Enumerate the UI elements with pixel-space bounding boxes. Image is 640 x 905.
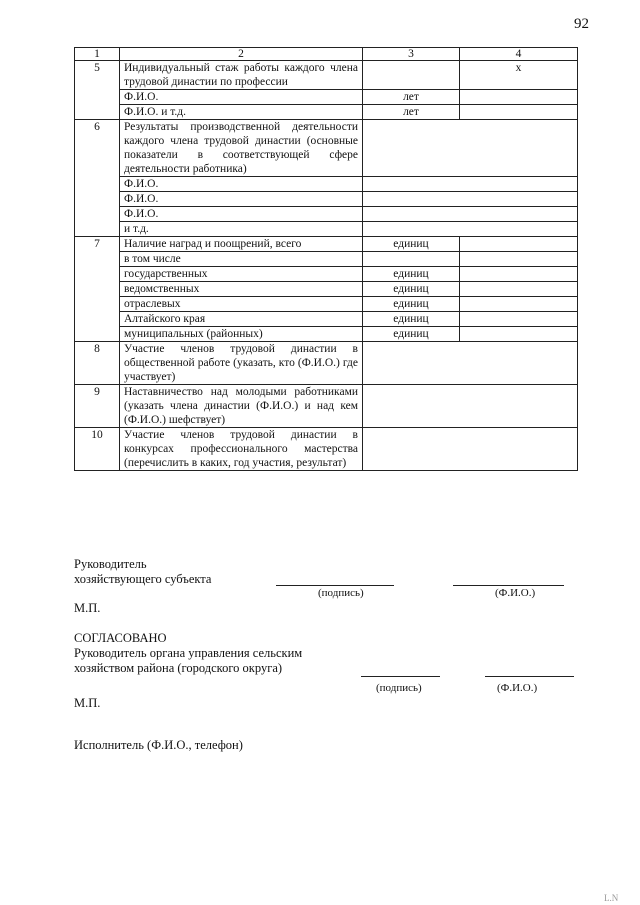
table-row <box>75 327 578 342</box>
table-row <box>75 207 578 222</box>
table-row <box>75 267 578 282</box>
agency-name-caption: (Ф.И.О.) <box>497 682 538 694</box>
agreed-heading: СОГЛАСОВАНО <box>74 631 167 645</box>
section-title: Наставничество над молодыми работниками (указать члена династии (Ф.И.О.) и над кем (Ф.И.О.) шефствует) <box>120 385 363 428</box>
row-label: муниципальных (районных) <box>120 327 363 342</box>
header-col-4: 4 <box>460 48 578 61</box>
header-col-3: 3 <box>363 48 460 61</box>
table-row <box>75 252 578 267</box>
head-title-line1: Руководитель <box>74 557 147 571</box>
row-label: Алтайского края <box>120 312 363 327</box>
section-title: Индивидуальный стаж работы каждого члена трудовой династии по профессии <box>120 61 363 90</box>
table-row <box>75 312 578 327</box>
row-unit: единиц <box>363 297 460 312</box>
row-label: ведомственных <box>120 282 363 297</box>
head-signature-line <box>276 585 394 586</box>
header-col-2: 2 <box>120 48 363 61</box>
row-unit: единиц <box>363 282 460 297</box>
row-label: отраслевых <box>120 297 363 312</box>
row-label: и т.д. <box>120 222 363 237</box>
row-label: Ф.И.О. и т.д. <box>120 105 363 120</box>
table-row <box>75 105 578 120</box>
seal-mark: М.П. <box>74 601 101 615</box>
row-unit: лет <box>363 105 460 120</box>
row-label: в том числе <box>120 252 363 267</box>
agency-title-line2: хозяйством района (городского округа) <box>74 661 283 675</box>
row-label: Ф.И.О. <box>120 90 363 105</box>
section-number: 8 <box>75 342 120 385</box>
section-number: 9 <box>75 385 120 428</box>
section-title: Наличие наград и поощрений, всего <box>120 237 363 252</box>
table-row <box>75 237 578 252</box>
section-number: 7 <box>75 237 120 342</box>
row-unit <box>363 252 460 267</box>
table-header-row <box>75 48 578 61</box>
table-row <box>75 61 578 90</box>
table-row <box>75 385 578 428</box>
table-row <box>75 192 578 207</box>
head-signature-caption: (подпись) <box>318 587 364 599</box>
section-title: Участие членов трудовой династии в конкурсах профессионального мастерства (перечислить в каких, год участия, результат) <box>120 428 363 471</box>
row-unit: единиц <box>363 237 460 252</box>
row-label: Ф.И.О. <box>120 192 363 207</box>
executor-line: Исполнитель (Ф.И.О., телефон) <box>74 738 243 752</box>
table-row <box>75 120 578 177</box>
section-title: Участие членов трудовой династии в общественной работе (указать, кто (Ф.И.О.) где участвует) <box>120 342 363 385</box>
seal-mark-2: М.П. <box>74 696 101 710</box>
agency-name-line <box>485 676 574 677</box>
dynasty-info-table <box>74 47 578 471</box>
corner-mark: L.N <box>604 893 619 903</box>
section-number: 10 <box>75 428 120 471</box>
row-label: Ф.И.О. <box>120 177 363 192</box>
table-row <box>75 282 578 297</box>
section-title: Результаты производственной деятельности каждого члена трудовой династии (основные показатели в соответствующей сфере деятельности работника) <box>120 120 363 177</box>
row-unit: единиц <box>363 267 460 282</box>
section-number: 5 <box>75 61 120 120</box>
table-row <box>75 222 578 237</box>
table-row <box>75 342 578 385</box>
table-row <box>75 297 578 312</box>
row-unit: единиц <box>363 312 460 327</box>
head-name-caption: (Ф.И.О.) <box>495 587 536 599</box>
row-unit: лет <box>363 90 460 105</box>
table-row <box>75 177 578 192</box>
header-col-1: 1 <box>75 48 120 61</box>
head-name-line <box>453 585 564 586</box>
table-row <box>75 90 578 105</box>
agency-signature-line <box>361 676 440 677</box>
page-number: 92 <box>574 16 589 32</box>
head-title-line2: хозяйствующего субъекта <box>74 572 212 586</box>
row-label: Ф.И.О. <box>120 207 363 222</box>
not-applicable-mark: х <box>460 61 578 90</box>
section-number: 6 <box>75 120 120 237</box>
row-label: государственных <box>120 267 363 282</box>
agency-title-line1: Руководитель органа управления сельским <box>74 646 303 660</box>
row-unit: единиц <box>363 327 460 342</box>
table-row <box>75 428 578 471</box>
agency-signature-caption: (подпись) <box>376 682 422 694</box>
